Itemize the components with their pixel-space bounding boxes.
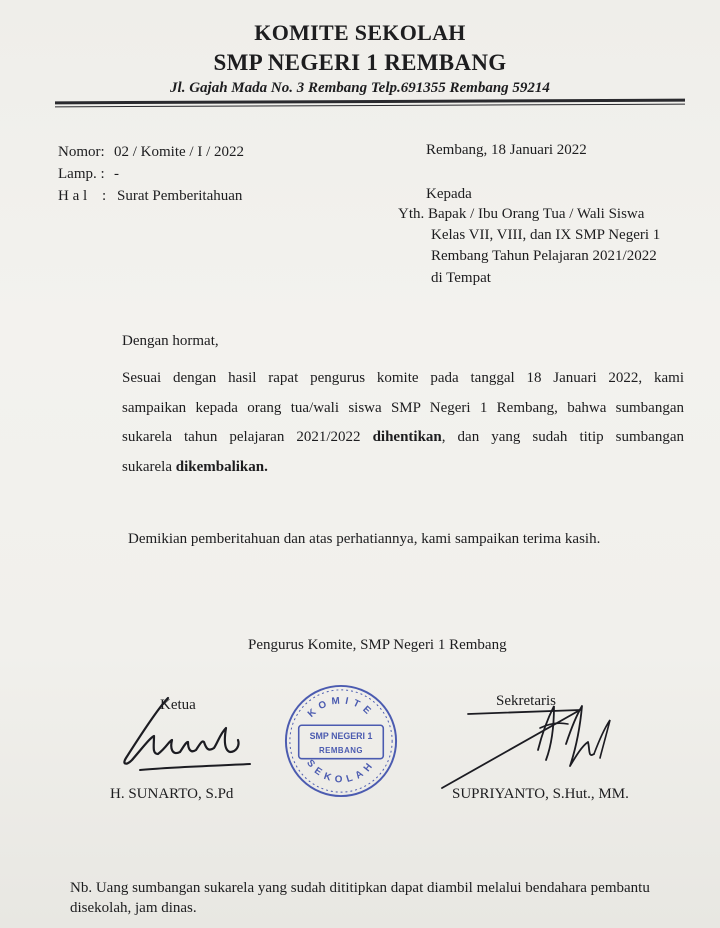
letterhead-org: KOMITE SEKOLAH — [254, 20, 466, 45]
paragraph-line-4-start: sukarela — [122, 459, 176, 475]
recipient-year: Rembang Tahun Pelajaran 2021/2022 — [431, 248, 657, 264]
letterhead-address: Jl. Gajah Mada No. 3 Rembang Telp.691355 Rembang 59214 — [170, 80, 550, 96]
paragraph-line-2: sampaikan kepada orang tua/wali siswa SMP Negeri 1 Rembang, bahwa sumbangan — [122, 400, 684, 416]
place-date: Rembang, 18 Januari 2022 — [426, 142, 587, 158]
paragraph-line-4 — [122, 459, 684, 476]
left-role: Ketua — [160, 697, 196, 713]
hal-value: Surat Pemberitahuan — [117, 188, 243, 204]
letterhead-school: SMP NEGERI 1 REMBANG — [213, 50, 507, 75]
nomor-label: Nomor: — [58, 144, 105, 160]
right-role: Sekretaris — [496, 693, 556, 709]
hal-separator: : — [102, 188, 107, 204]
stamp-center-line2: REMBANG — [318, 745, 364, 755]
secretary-signature — [430, 698, 630, 790]
stamp-center-line1: SMP NEGERI 1 — [309, 731, 373, 742]
paragraph-line-1: Sesuai dengan hasil rapat pengurus komite pada tanggal 18 Januari 2022, kami — [122, 370, 684, 386]
recipient-yth: Yth. Bapak / Ibu Orang Tua / Wali Siswa — [398, 206, 645, 222]
paragraph-line-3 — [122, 429, 684, 446]
lamp-label: Lamp. : — [58, 166, 105, 182]
letterhead-rule-thin — [55, 104, 685, 108]
hal-label: H a l — [58, 188, 88, 204]
left-name: H. SUNARTO, S.Pd — [110, 786, 234, 802]
recipient-class: Kelas VII, VIII, dan IX SMP Negeri 1 — [431, 227, 661, 243]
emphasis-dihentikan: dihentikan — [372, 429, 442, 445]
chairman-signature — [110, 688, 260, 778]
signature-heading: Pengurus Komite, SMP Negeri 1 Rembang — [248, 637, 507, 653]
recipient-place: di Tempat — [431, 270, 491, 286]
emphasis-dikembalikan: dikembalikan. — [175, 459, 268, 475]
committee-stamp-icon — [282, 682, 400, 800]
note-line-1: Nb. Uang sumbangan sukarela yang sudah dititipkan dapat diambil melalui bendahara pembantu — [70, 880, 650, 896]
stamp-top-text: KOMITE — [305, 695, 377, 720]
nomor-value: 02 / Komite / I / 2022 — [114, 144, 244, 160]
note-line-2: disekolah, jam dinas. — [70, 900, 197, 916]
paragraph-line-3-end: , dan yang sudah titip sumbangan — [441, 429, 684, 445]
stamp-bottom-text: SEKOLAH — [304, 757, 378, 786]
right-name: SUPRIYANTO, S.Hut., MM. — [452, 786, 629, 802]
lamp-value: - — [114, 166, 119, 182]
recipient-kepada: Kepada — [426, 186, 472, 202]
greeting: Dengan hormat, — [122, 333, 219, 349]
closing-sentence: Demikian pemberitahuan dan atas perhatiannya, kami sampaikan terima kasih. — [128, 531, 601, 547]
paragraph-line-3-start: sukarela tahun pelajaran 2021/2022 — [122, 429, 373, 445]
